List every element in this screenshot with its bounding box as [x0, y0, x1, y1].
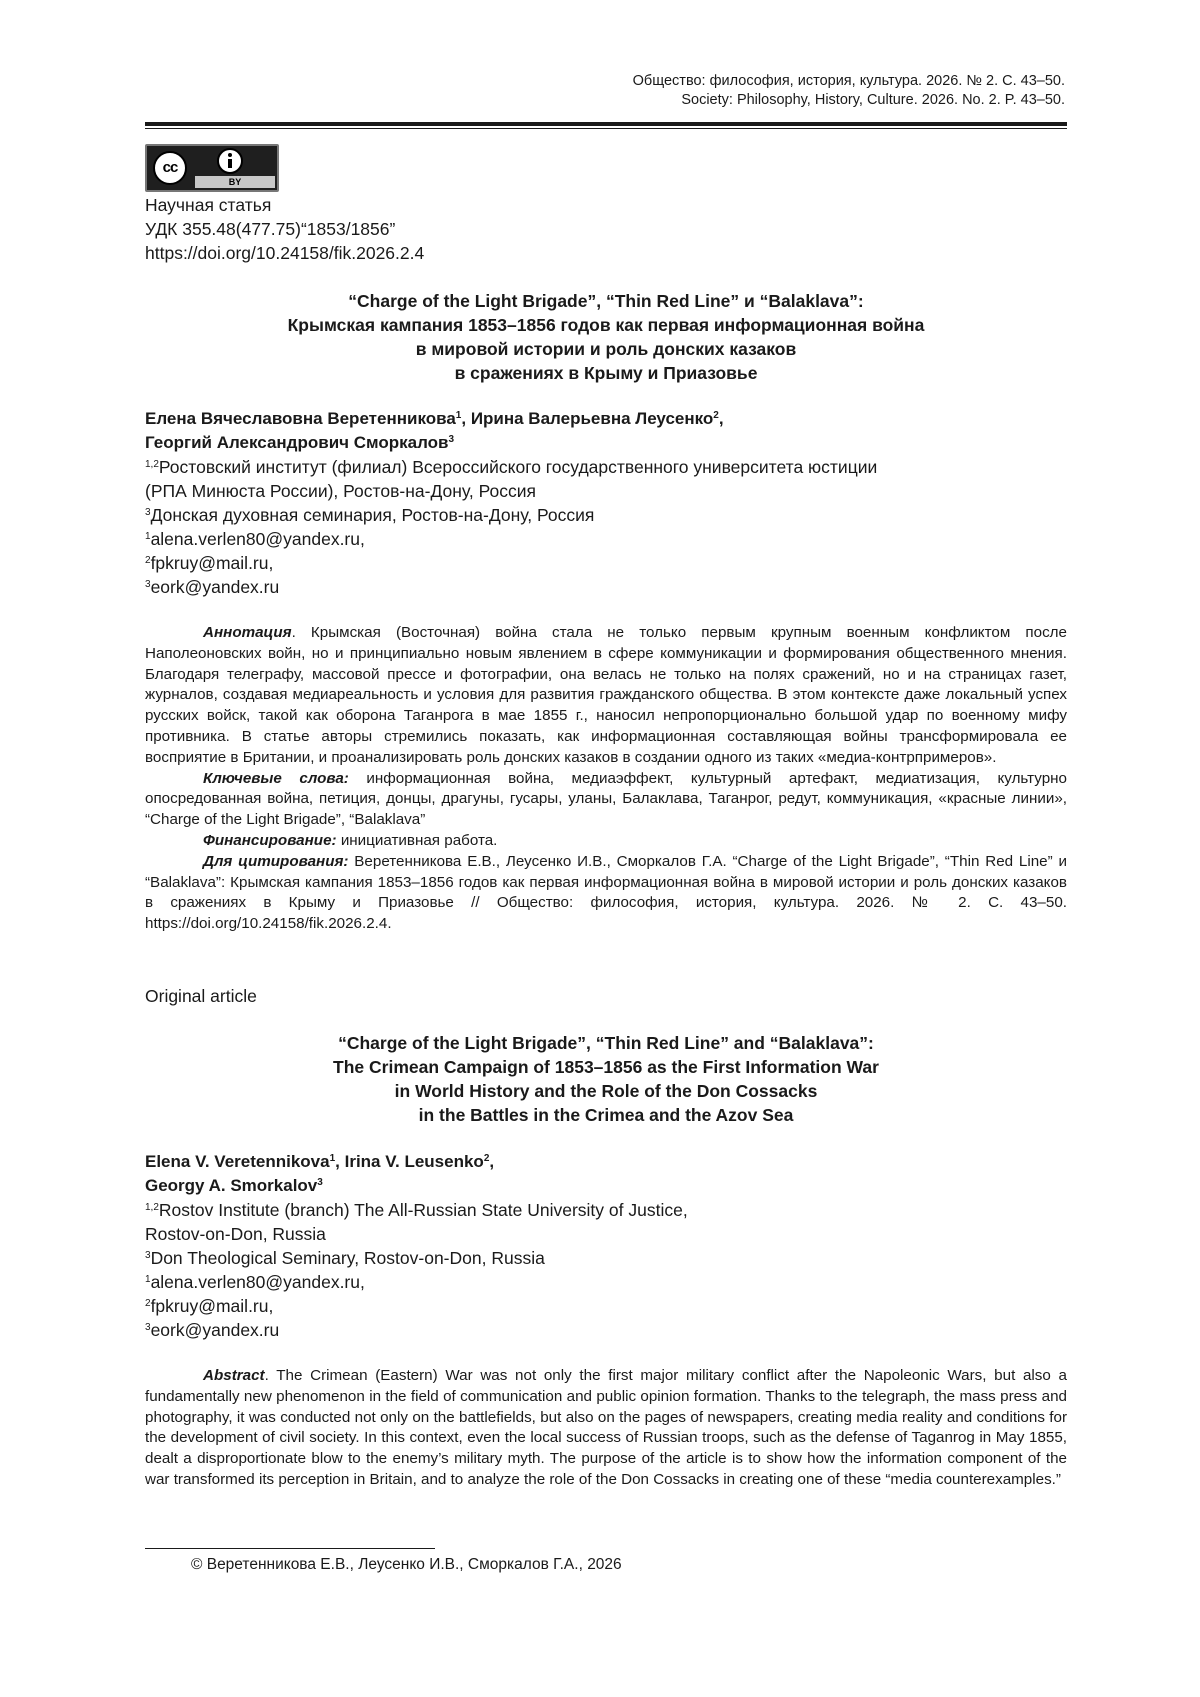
title-ru-line: в сражениях в Крыму и Приазовье [454, 363, 758, 383]
email-3[interactable]: eork@yandex.ru [150, 577, 280, 597]
title-en-line: in the Battles in the Crimea and the Azov Sea [418, 1105, 794, 1125]
sup: 2 [483, 1153, 490, 1164]
abstract-text: . Крымская (Восточная) война стала не только первым крупным военным конфликтом после Наполеоновских войн, но и принципиально новым явлением в сфере коммуникации и формирования общественного мнения. Благодаря телеграфу, массовой прессе и фотографии, она велась не только на полях сражений, но и на страницах газет, журналов, создавая медиареальность и условия для развития гражданского общества. В этом контексте даже локальный успех русских войск, такой как оборона Таганрога в мае 1855 г., наносил непропорционально большой удар по военному мифу противника. В статье авторы стремились показать, как информационная составляющая войны трансформировала ее восприятие в Британии, и проанализировать роль донских казаков в создании одного из таких «медиа-контрпримеров». [145, 624, 1067, 766]
doi-link[interactable]: https://doi.org/10.24158/fik.2026.2.4 [145, 243, 425, 263]
sup: 3 [145, 507, 151, 518]
affil-1b-en: Rostov-on-Don, Russia [145, 1224, 326, 1244]
sup: 2 [145, 1298, 151, 1309]
sup: 1,2 [145, 459, 159, 470]
author-2-en: Irina V. Leusenko [344, 1152, 484, 1171]
author-3-en: Georgy A. Smorkalov [145, 1176, 318, 1195]
title-en-line: “Charge of the Light Brigade”, “Thin Red Line” and “Balaklava”: [338, 1033, 874, 1053]
affil-1b: (РПА Минюста России), Ростов-на-Дону, Россия [145, 481, 536, 501]
author-2: Ирина Валерьевна Леусенко [470, 409, 714, 428]
citation-text: Веретенникова Е.В., Леусенко И.В., Сморкалов Г.А. “Charge of the Light Brigade”, “Thin Red Line” и “Balaklava”: Крымская кампания 1853–1856 годов как первая информационная война в мировой истории и роль донских казаков в сражениях в Крыму и Приазовье // Общество: философия, история, культура. 2026. № 2. С. 43–50. https://doi.org/10.24158/fik.2026.2.4. [145, 852, 1067, 933]
keywords-text: информационная война, медиаэффект, культурный артефакт, медиатизация, культурно опосредованная война, петиция, донцы, драгуны, гусары, уланы, Балаклава, Таганрог, редут, коммуникация, «красные линии», “Charge of the Light Brigade”, “Balaklava” [145, 769, 1067, 829]
sup: 2 [145, 555, 151, 566]
email-1[interactable]: alena.verlen80@yandex.ru, [150, 529, 365, 549]
funding-text: инициативная работа. [336, 831, 498, 849]
title-ru-line: Крымская кампания 1853–1856 годов как первая информационная война [287, 315, 925, 335]
affil-1-en: Rostov Institute (branch) The All-Russian State University of Justice, [158, 1200, 688, 1220]
sup: 2 [713, 410, 719, 421]
footnote-rule [145, 1548, 435, 1549]
sup: 3 [145, 579, 151, 590]
udc: УДК 355.48(477.75)“1853/1856” [145, 219, 396, 239]
email-3-en[interactable]: eork@yandex.ru [150, 1320, 280, 1340]
keywords-label: Ключевые слова: [203, 769, 349, 787]
email-1-en[interactable]: alena.verlen80@yandex.ru, [150, 1272, 365, 1292]
header-ru: Общество: философия, история, культура. 2026. № 2. С. 43–50. [632, 73, 1065, 89]
sup: 3 [448, 434, 455, 445]
cc-by-license-icon [145, 144, 279, 192]
sup: 1 [329, 1153, 336, 1164]
authors-en: Elena V. Veretennikova$^1$, Irina V. Leusenko$^2$, Georgy A. Smorkalov$^3$ [145, 1152, 495, 1195]
by-label: BY [195, 176, 275, 188]
sup: 1 [145, 531, 151, 542]
author-3: Георгий Александрович Сморкалов [145, 433, 449, 452]
title-en-line: The Crimean Campaign of 1853–1856 as the First Information War [333, 1057, 879, 1077]
attribution-icon [217, 148, 243, 174]
author-1-en: Elena V. Veretennikova [145, 1152, 330, 1171]
sup: 3 [317, 1177, 323, 1188]
header-rule [145, 122, 1067, 129]
email-2-en[interactable]: fpkruy@mail.ru, [150, 1296, 274, 1316]
affiliations-ru [145, 455, 877, 599]
affil-1: Ростовский институт (филиал) Всероссийского государственного университета юстиции [158, 457, 878, 477]
sup: 1 [145, 1274, 151, 1285]
email-2[interactable]: fpkruy@mail.ru, [150, 553, 274, 573]
cc-icon: cc [153, 151, 187, 185]
copyright-footnote: © Веретенникова Е.В., Леусенко И.В., Сморкалов Г.А., 2026 [191, 1556, 622, 1573]
author-1: Елена Вячеславовна Веретенникова [145, 409, 456, 428]
abstract-en [145, 1366, 1067, 1491]
title-en [145, 1031, 1067, 1127]
sup: 1,2 [145, 1202, 159, 1213]
article-type: Научная статья [145, 195, 272, 215]
running-header [633, 72, 1065, 110]
title-ru-line: в мировой истории и роль донских казаков [415, 339, 797, 359]
header-en: Society: Philosophy, History, Culture. 2026. No. 2. P. 43–50. [681, 92, 1065, 108]
authors-ru: Елена Вячеславовна Веретенникова$^1$, Ирина Валерьевна Леусенко$^2$, Георгий Александрович Сморкалов$^3$ [145, 409, 724, 452]
citation-label: Для цитирования: [203, 852, 349, 870]
affiliations-en [145, 1198, 688, 1342]
original-article-label: Original article [145, 986, 257, 1006]
article-meta [145, 193, 424, 265]
title-en-line: in World History and the Role of the Don Cossacks [394, 1081, 818, 1101]
sup: 3 [145, 1322, 151, 1333]
funding-label: Финансирование: [203, 831, 337, 849]
abstract-text-en: . The Crimean (Eastern) War was not only the first major military conflict after the Napoleonic Wars, but also a fundamentally new phenomenon in the field of communication and public opinion formation. Thanks to the telegraph, the mass press and photography, it was conducted not only on the battlefields, but also on the pages of newspapers, creating media reality and conditions for the development of civil society. In this context, even the local success of Russian troops, such as the defense of Taganrog in May 1855, dealt a disproportionate blow to the enemy’s military myth. The purpose of the article is to show how the information component of the war transformed its perception in Britain, and to analyze the role of the Don Cossacks in creating one of these “media counterexamples.” [145, 1367, 1067, 1488]
sup: 3 [145, 1250, 151, 1261]
sup: 1 [455, 410, 462, 421]
affil-2-en: Don Theological Seminary, Rostov-on-Don, Russia [150, 1248, 545, 1268]
abstract-ru [145, 623, 1067, 935]
title-ru [145, 289, 1067, 385]
affil-2: Донская духовная семинария, Ростов-на-Дону, Россия [150, 505, 595, 525]
abstract-label: Аннотация [203, 624, 292, 641]
title-ru-line: “Charge of the Light Brigade”, “Thin Red Line” и “Balaklava”: [348, 291, 864, 311]
abstract-label-en: Abstract [203, 1367, 265, 1384]
